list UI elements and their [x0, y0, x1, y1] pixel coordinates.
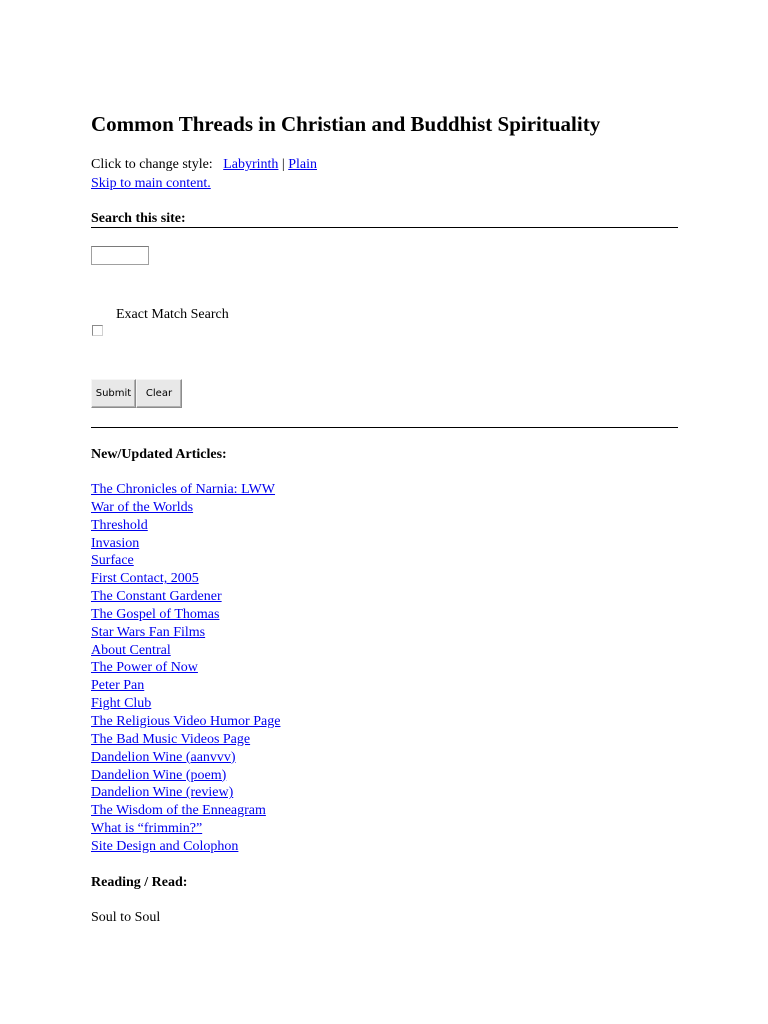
article-link[interactable]: Invasion: [91, 535, 140, 551]
article-link[interactable]: Site Design and Colophon: [91, 838, 239, 854]
skip-to-main-link[interactable]: Skip to main content.: [91, 176, 211, 191]
style-plain-link[interactable]: Plain: [288, 157, 318, 172]
article-link[interactable]: What is “frimmin?”: [91, 821, 203, 837]
article-link[interactable]: The Power of Now: [91, 660, 198, 676]
article-link[interactable]: Peter Pan: [91, 678, 145, 694]
article-link[interactable]: The Chronicles of Narnia: LWW: [91, 482, 276, 497]
divider: [91, 227, 678, 228]
article-link[interactable]: The Religious Video Humor Page: [91, 713, 281, 729]
article-link[interactable]: The Gospel of Thomas: [91, 606, 220, 622]
article-link[interactable]: About Central: [91, 642, 171, 658]
style-switcher-prompt: Click to change style:: [91, 157, 213, 172]
article-link[interactable]: War of the Worlds: [91, 499, 194, 515]
article-link[interactable]: Dandelion Wine (review): [91, 785, 234, 801]
page-title: Common Threads in Christian and Buddhist Spirituality: [91, 112, 601, 136]
article-link[interactable]: Surface: [91, 553, 134, 569]
article-link[interactable]: The Bad Music Videos Page: [91, 731, 251, 747]
reading-item: Soul to Soul: [91, 910, 161, 925]
exact-match-label: Exact Match Search: [116, 307, 229, 322]
article-link[interactable]: Threshold: [91, 517, 148, 533]
style-separator: |: [281, 157, 285, 172]
reading-heading: Reading / Read:: [91, 875, 188, 890]
articles-list: [91, 481, 280, 856]
exact-match-checkbox[interactable]: [92, 325, 103, 336]
article-link[interactable]: Dandelion Wine (poem): [91, 767, 227, 783]
submit-button[interactable]: [91, 379, 136, 408]
search-input[interactable]: [91, 246, 149, 265]
article-link[interactable]: The Wisdom of the Enneagram: [91, 803, 266, 819]
submit-button-label: Submit: [95, 388, 132, 399]
clear-button-label: Clear: [145, 388, 173, 399]
search-heading: Search this site:: [91, 211, 186, 226]
article-link[interactable]: Fight Club: [91, 696, 152, 712]
article-link[interactable]: The Constant Gardener: [91, 589, 222, 605]
article-link[interactable]: First Contact, 2005: [91, 571, 199, 587]
articles-heading: New/Updated Articles:: [91, 447, 227, 462]
clear-button[interactable]: [136, 379, 182, 408]
style-labyrinth-link[interactable]: Labyrinth: [223, 157, 279, 172]
article-link[interactable]: Star Wars Fan Films: [91, 624, 206, 640]
style-switcher: [91, 156, 317, 174]
divider: [91, 427, 678, 428]
article-link[interactable]: Dandelion Wine (aanvvv): [91, 749, 236, 765]
